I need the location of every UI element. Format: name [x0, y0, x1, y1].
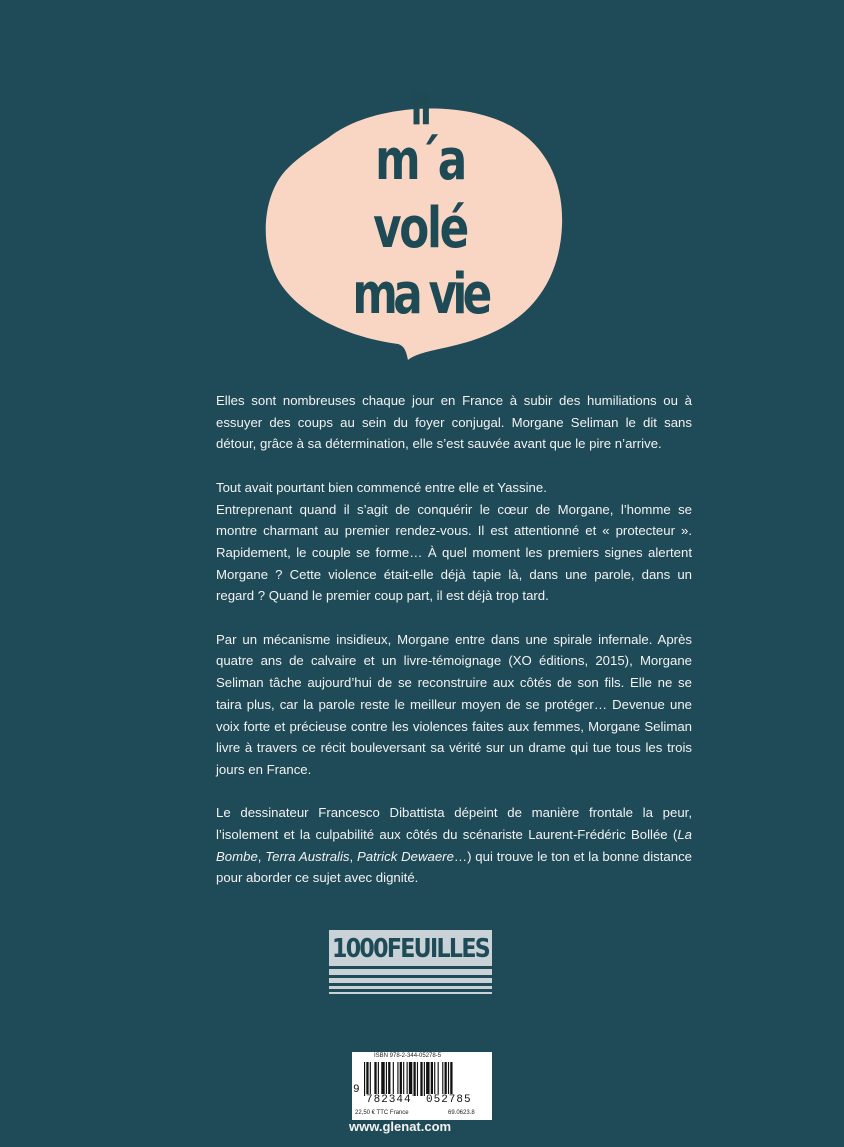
- price-label: 22,50 € TTC France: [355, 1110, 409, 1116]
- title-patrick-dewaere: Patrick Dewaere: [357, 848, 454, 864]
- title-line-2: m´a: [375, 128, 465, 193]
- barcode-bar: [364, 1062, 365, 1096]
- barcode-bar: [403, 1062, 404, 1096]
- barcode-bar: [386, 1062, 387, 1096]
- product-code: 69.0623.8: [448, 1110, 475, 1116]
- barcode-bar: [370, 1062, 371, 1096]
- barcode-bar: [378, 1062, 379, 1096]
- barcode-bar: [426, 1062, 429, 1096]
- title-terra-australis: Terra Australis: [265, 848, 350, 864]
- logo-stripe: [329, 969, 492, 975]
- publisher-website[interactable]: www.glenat.com: [349, 1119, 452, 1134]
- barcode-bar: [381, 1062, 384, 1096]
- blurb-p4-sep-1: ,: [257, 848, 266, 864]
- blurb-paragraph-2-intro: Tout avait pourtant bien commencé entre elle et Yassine.: [216, 479, 547, 495]
- barcode-bar: [431, 1062, 433, 1096]
- title-line-1: il: [410, 84, 430, 135]
- isbn-label: ISBN 978-2-344-05278-5: [374, 1053, 442, 1059]
- blurb-p4-part-d: …) qui trouve le ton et la bonne distance pour aborder ce sujet avec dignité.: [216, 848, 692, 886]
- barcode-bar: [448, 1062, 449, 1096]
- barcode-bar: [409, 1062, 412, 1096]
- barcode-bar: [420, 1062, 422, 1096]
- barcode-digits-right: 052785: [426, 1094, 472, 1106]
- barcode-bar: [400, 1062, 402, 1096]
- logo-stripe: [329, 978, 492, 983]
- back-cover-blurb: [216, 390, 692, 911]
- publisher-logo-text: 1000FEUILLES: [329, 930, 492, 966]
- title-line-4: ma vie: [352, 262, 488, 327]
- barcode-bar: [424, 1062, 425, 1096]
- barcode-bar: [413, 1062, 415, 1096]
- barcode-bar: [374, 1062, 376, 1096]
- barcode-bar: [445, 1062, 447, 1096]
- blurb-paragraph-3: Par un mécanisme insidieux, Morgane entre dans une spirale infernale. Après quatre ans de calvaire et un livre-témoignage (XO éditions, 2015), Morgane Seliman tâche aujourd’hui de se reconstruire aux côtés de son fils. Elle ne se taira plus, car la parole reste le meilleur moyen de se protéger… Devenue une voix forte et précieuse contre les violences faites aux femmes, Morgane Seliman livre à travers ce récit bouleversant sa vérité sur un drame qui tue tous les trois jours en France.: [216, 631, 692, 777]
- blurb-paragraph-2: Entreprenant quand il s’agit de conquérir le cœur de Morgane, l’homme se montre charmant au premier rendez-vous. Il est attentionné et « protecteur ». Rapidement, le couple se forme… À quel moment les premiers signes alertent Morgane ? Cette violence était-elle déjà tapie là, dans une parole, dans un regard ? Quand le premier coup part, il est déjà trop tard.: [216, 501, 692, 604]
- barcode-digits-left: 782344: [366, 1094, 412, 1106]
- barcode-bars: [362, 1062, 487, 1096]
- blurb-p4-part-a: Le dessinateur Francesco Dibattista dépeint de manière frontale la peur, l’isolement et la culpabilité aux côtés du scénariste Laurent-Frédéric Bollée (: [216, 805, 692, 843]
- barcode-bar: [450, 1062, 452, 1096]
- barcode-bar: [393, 1062, 394, 1096]
- barcode-bar: [417, 1062, 418, 1096]
- barcode-bar: [388, 1062, 390, 1096]
- barcode-bar: [434, 1062, 435, 1096]
- title-line-3: volé: [373, 196, 467, 261]
- barcode-box: [352, 1052, 492, 1120]
- publisher-logo: [329, 930, 492, 996]
- logo-stripe: [329, 986, 492, 989]
- blurb-paragraph-1: Elles sont nombreuses chaque jour en France à subir des humiliations ou à essuyer des coups au sein du foyer conjugal. Morgane Seliman le dit sans détour, grâce à sa détermination, elle s’est sauvée avant que le pire n’arrive.: [216, 393, 692, 452]
- barcode-lead-digit: 9: [353, 1084, 361, 1096]
- barcode-bar: [366, 1062, 368, 1096]
- barcode-bar: [442, 1062, 443, 1096]
- blurb-p4-sep-2: ,: [349, 848, 357, 864]
- barcode-bar: [438, 1062, 439, 1096]
- book-title: [300, 84, 540, 338]
- barcode-bar: [397, 1062, 398, 1096]
- barcode-bar: [407, 1062, 408, 1096]
- title-la-bombe: La Bombe: [216, 827, 692, 864]
- blurb-paragraph-4: [216, 802, 692, 889]
- logo-stripe: [329, 992, 492, 994]
